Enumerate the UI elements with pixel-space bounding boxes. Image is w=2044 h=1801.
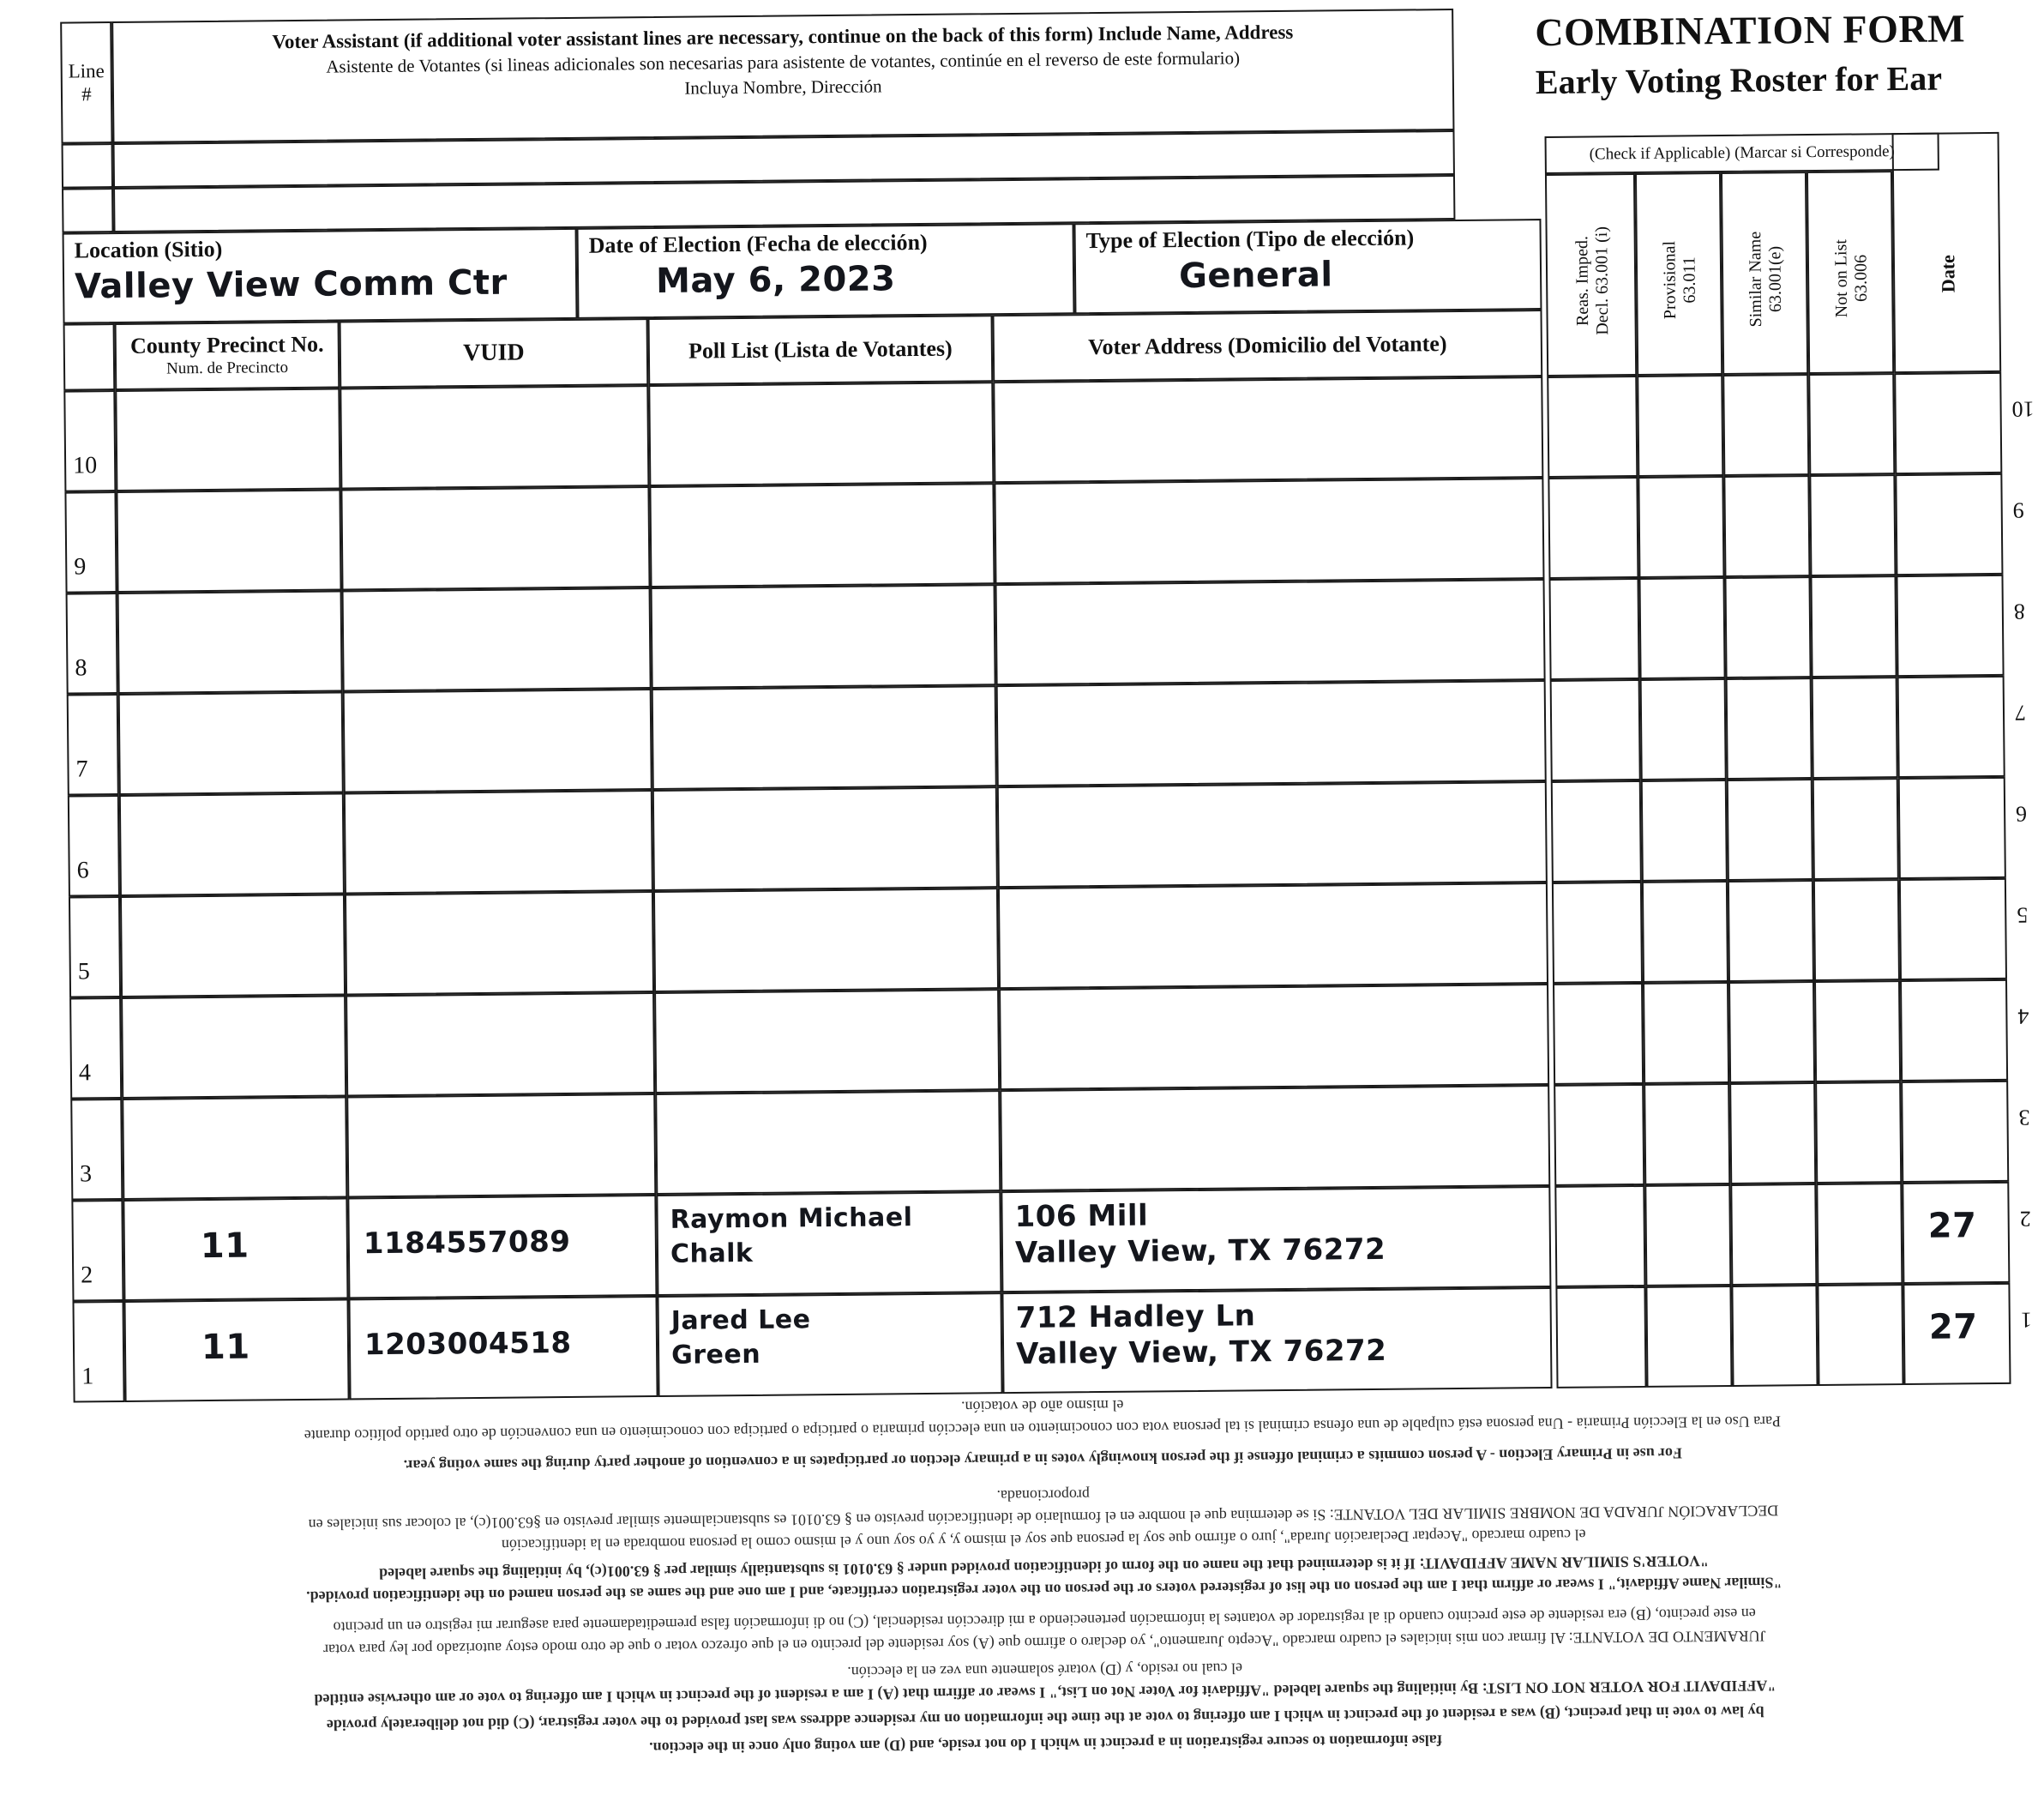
row-line-number: 10 xyxy=(72,452,98,479)
handwritten-entry: Valley View, TX 76272 xyxy=(1015,1333,1387,1371)
location-value: Valley View Comm Ctr xyxy=(74,262,508,307)
type-of-election-value: General xyxy=(1178,255,1333,297)
roster-cell-line xyxy=(71,1200,123,1302)
row-line-number: 1 xyxy=(81,1363,94,1390)
roster-cell-polllist[interactable] xyxy=(651,584,996,689)
row-line-number: 2 xyxy=(81,1262,93,1289)
roster-cell-reas[interactable] xyxy=(1555,1286,1646,1388)
backside-row-line-number: 5 xyxy=(2017,902,2029,928)
roster-cell-vuid[interactable] xyxy=(346,992,655,1096)
roster-cell-reas[interactable] xyxy=(1553,983,1644,1085)
roster-cell-prov[interactable] xyxy=(1644,1083,1730,1185)
roster-cell-address[interactable] xyxy=(998,882,1548,989)
roster-cell-line xyxy=(72,1301,124,1403)
date-of-election-value: May 6, 2023 xyxy=(655,259,896,301)
roster-cell-similar[interactable] xyxy=(1728,880,1814,982)
backside-line-10: JURAMENTO DE VOTANTE: Al firmar con mis iniciales el cuadro marcado "Acepto Juramento", yo declaro o afirmo que (A) soy residente del precinto en el que ofrezco votar o que de otro modo estoy autorizado por ley para votar xyxy=(323,1627,1766,1659)
roster-cell-date[interactable] xyxy=(1897,676,2005,778)
roster-cell-precinct[interactable] xyxy=(117,590,343,694)
voter-assistant-header-es2: Incluya Nombre, Dirección xyxy=(684,75,882,99)
voter-address-header-label: Voter Address (Domicilio del Votante) xyxy=(1088,330,1447,359)
roster-cell-precinct[interactable] xyxy=(122,1096,347,1200)
backside-line-4: proporcionada. xyxy=(996,1486,1091,1505)
roster-cell-line xyxy=(67,694,119,796)
row-line-number: 3 xyxy=(79,1160,93,1188)
poll-list-header xyxy=(648,315,994,385)
roster-cell-notlist[interactable] xyxy=(1817,1284,1903,1386)
handwritten-entry: 11 xyxy=(201,1327,250,1368)
handwritten-entry: Valley View, TX 76272 xyxy=(1014,1232,1386,1270)
date-of-election-label: Date of Election (Fecha de elección) xyxy=(588,229,928,258)
row-line-number: 5 xyxy=(77,958,90,985)
roster-cell-similar[interactable] xyxy=(1727,779,1813,881)
roster-cell-date[interactable] xyxy=(1900,979,2008,1081)
row-line-number: 8 xyxy=(75,654,87,682)
roster-cell-vuid[interactable] xyxy=(340,486,650,590)
provisional-header xyxy=(1635,172,1722,376)
voter-assistant-header-cell xyxy=(111,9,1454,143)
roster-cell-polllist[interactable] xyxy=(653,888,999,992)
backside-line-9: en este precinto, (B) era residente de este precinto cuando di al registrador de votantes la información perteneciendo a mi dirección residencial, (C) no di información falsa premeditadamente para asegurar mi registro en un precinto xyxy=(333,1605,1756,1636)
roster-cell-address[interactable] xyxy=(994,478,1544,584)
vuid-header xyxy=(340,318,649,388)
form-title-line2: Early Voting Roster for Ear xyxy=(1535,58,1943,102)
backside-line-13: by law to vote in that precinct, (B) was a resident of the precinct in which I am offering to vote at the time the information on my residence address was last provided to the voter registrar, (C) did not deliberately provide xyxy=(326,1702,1764,1734)
roster-cell-prov[interactable] xyxy=(1640,678,1727,780)
roster-cell-polllist[interactable] xyxy=(652,685,997,790)
roster-cell-notlist[interactable] xyxy=(1813,879,1900,981)
roster-cell-line xyxy=(69,896,121,998)
row-line-number: 4 xyxy=(78,1059,92,1087)
backside-row-line-number: 9 xyxy=(2012,497,2024,523)
roster-cell-polllist[interactable] xyxy=(652,786,998,891)
reas-imped-header-label: Reas. Imped. Decl. 63.001 (i) xyxy=(1572,226,1613,335)
roster-cell-polllist[interactable] xyxy=(654,989,1000,1093)
handwritten-entry: Chalk xyxy=(670,1238,754,1269)
roster-cell-similar[interactable] xyxy=(1723,475,1810,577)
assistant-line-cell-1[interactable] xyxy=(62,143,113,189)
assistant-line-cell-2[interactable] xyxy=(62,188,113,233)
roster-cell-reas[interactable] xyxy=(1548,578,1639,680)
roster-cell-prov[interactable] xyxy=(1643,982,1729,1084)
check-if-applicable-label: (Check if Applicable) (Marcar si Corresponde) xyxy=(1589,142,1895,164)
roster-cell-backline xyxy=(2009,1181,2044,1283)
roster-cell-notlist[interactable] xyxy=(1815,1081,1902,1184)
roster-cell-backline xyxy=(2010,1282,2044,1384)
row-line-number: 6 xyxy=(76,857,89,884)
roster-cell-backline xyxy=(2005,675,2044,777)
roster-cell-vuid[interactable] xyxy=(344,790,653,894)
location-field[interactable] xyxy=(63,228,578,324)
roster-cell-polllist[interactable] xyxy=(649,483,995,587)
roster-cell-similar[interactable] xyxy=(1722,374,1809,476)
form-title-block xyxy=(1535,3,2044,102)
backside-bleed-text xyxy=(74,1386,2015,1782)
roster-cell-prov[interactable] xyxy=(1638,476,1724,578)
handwritten-entry: Green xyxy=(670,1339,761,1370)
roster-cell-polllist[interactable] xyxy=(655,1090,1001,1195)
backside-line-7: "VOTER'S SIMILAR NAME AFFIDAVIT: If it is determined that the name on the form of identification provided under § 63.0101 is substantially similar per § 63.001(c), by initialing the square labeled xyxy=(379,1552,1710,1583)
roster-cell-line xyxy=(66,593,118,695)
roster-cell-vuid[interactable] xyxy=(342,587,652,691)
roster-cell-notlist[interactable] xyxy=(1814,980,1901,1082)
line-number-header-cell xyxy=(60,21,112,144)
backside-row-line-number: 8 xyxy=(2013,599,2026,624)
provisional-header-label: Provisional 63.011 xyxy=(1660,240,1699,320)
roster-cell-address[interactable] xyxy=(993,376,1543,483)
roster-cell-precinct[interactable] xyxy=(116,489,341,593)
roster-cell-line xyxy=(68,795,120,897)
handwritten-entry: 27 xyxy=(1928,1307,1978,1347)
roster-cell-line xyxy=(69,997,122,1099)
not-on-list-header xyxy=(1807,171,1894,374)
roster-cell-reas[interactable] xyxy=(1550,679,1641,781)
backside-row-line-number: 1 xyxy=(2020,1307,2032,1333)
roster-cell-similar[interactable] xyxy=(1731,1285,1818,1387)
backside-line-5: DECLARACIÓN JURADA DE NOMBRE SIMILAR DEL VOTANTE: Si se determina que el nombre en el formulario de identificación previsto en § 63.0101 es substancialmente similar previsto en §63.001(c), al colocar sus iniciales en xyxy=(308,1502,1779,1534)
roster-cell-reas[interactable] xyxy=(1551,780,1642,882)
roster-cell-backline xyxy=(2005,776,2044,878)
roster-cell-date[interactable] xyxy=(1901,1081,2009,1183)
roster-cell-backline xyxy=(2001,371,2044,473)
backside-row-line-number: 7 xyxy=(2014,700,2027,726)
line-number-header-label: Line # xyxy=(68,59,105,105)
backside-row-line-number: 4 xyxy=(2017,1003,2029,1029)
not-on-list-header-label: Not on List 63.006 xyxy=(1831,239,1871,318)
handwritten-entry: 1184557089 xyxy=(363,1224,571,1262)
handwritten-entry: 712 Hadley Ln xyxy=(1015,1298,1256,1335)
roster-cell-notlist[interactable] xyxy=(1816,1183,1903,1285)
roster-cell-notlist[interactable] xyxy=(1808,373,1895,475)
roster-cell-vuid[interactable] xyxy=(345,891,654,995)
county-precinct-header xyxy=(115,322,340,391)
handwritten-entry: 106 Mill xyxy=(1014,1198,1149,1234)
roster-cell-backline xyxy=(2002,473,2044,575)
type-of-election-field[interactable] xyxy=(1073,219,1542,314)
roster-cell-address[interactable] xyxy=(999,984,1549,1090)
backside-row-line-number: 6 xyxy=(2016,801,2028,827)
county-precinct-header-label: County Precinct No. xyxy=(129,332,324,359)
roster-cell-precinct[interactable] xyxy=(121,995,346,1099)
roster-cell-similar[interactable] xyxy=(1729,1082,1816,1184)
roster-cell-similar[interactable] xyxy=(1728,981,1815,1083)
roster-cell-reas[interactable] xyxy=(1547,376,1638,478)
row-line-number: 9 xyxy=(74,553,87,581)
backside-line-14: false information to secure registration in a precinct in which I do not reside, and (D) am voting only once in the election. xyxy=(649,1732,1442,1757)
roster-cell-vuid[interactable] xyxy=(346,1093,656,1197)
roster-cell-date[interactable] xyxy=(1894,372,2002,474)
backside-line-11: el cual no resido, y (D) votaré solamente una vez en la elección. xyxy=(847,1659,1243,1681)
handwritten-entry: 1203004518 xyxy=(364,1325,572,1363)
roster-cell-precinct[interactable] xyxy=(119,792,345,896)
backside-line-3: For use in Primary Election - A person commits a criminal offense if the person knowingly votes in a primary election or participates in a convention of another party during the same voting year. xyxy=(403,1444,1683,1474)
roster-cell-prov[interactable] xyxy=(1641,780,1728,882)
roster-cell-reas[interactable] xyxy=(1554,1185,1645,1287)
roster-cell-reas[interactable] xyxy=(1548,477,1638,579)
roster-cell-similar[interactable] xyxy=(1724,576,1811,678)
roster-cell-line xyxy=(64,491,117,593)
check-if-applicable-header xyxy=(1545,133,1939,174)
backside-row-line-number: 2 xyxy=(2019,1206,2031,1232)
voter-assistant-header-es1: Asistente de Votantes (si lineas adicionales son necesarias para asistente de votantes, continúe en el reverso de este formulario) xyxy=(326,47,1241,77)
roster-cell-date[interactable] xyxy=(1895,473,2003,575)
roster-cell-line xyxy=(70,1099,123,1201)
roster-cell-date[interactable] xyxy=(1896,575,2004,677)
date-column-header-label: Date xyxy=(1937,255,1959,293)
county-precinct-header-sub: Num. de Precincto xyxy=(165,358,289,378)
type-of-election-label: Type of Election (Tipo de elección) xyxy=(1085,225,1415,254)
roster-cell-notlist[interactable] xyxy=(1812,677,1898,779)
roster-cell-polllist[interactable] xyxy=(648,382,994,486)
date-of-election-field[interactable] xyxy=(577,223,1075,319)
backside-line-12: "AFFIDAVIT FOR VOTER NOT ON LIST: By initialing the square labeled "Affidavit for Voter Not on List," I swear or affirm that (A) I am a resident of the precinct in which I am offering to vote or am otherwise entitled xyxy=(314,1677,1776,1708)
roster-cell-backline xyxy=(2008,1080,2044,1182)
roster-cell-prov[interactable] xyxy=(1642,881,1728,983)
handwritten-entry: 27 xyxy=(1927,1206,1977,1246)
roster-cell-reas[interactable] xyxy=(1554,1084,1644,1186)
roster-cell-prov[interactable] xyxy=(1645,1286,1732,1388)
roster-cell-precinct[interactable] xyxy=(115,389,340,492)
backside-row-line-number: 10 xyxy=(2011,396,2035,422)
backside-line-2: Para Uso en la Elección Primaria - Una persona está culpable de una ofensa criminal si tal persona vota con conocimiento en una elección primaria o participa o participa con conocimiento en una convención de otro partido político durante xyxy=(304,1412,1782,1445)
roster-cell-prov[interactable] xyxy=(1644,1184,1731,1286)
roster-cell-backline xyxy=(2007,979,2044,1081)
voter-assistant-header-en: Voter Assistant (if additional voter assistant lines are necessary, continue on the back of this form) Include Name, Address xyxy=(272,21,1294,53)
similar-name-header xyxy=(1721,172,1808,375)
roster-cell-prov[interactable] xyxy=(1638,577,1725,679)
roster-cell-notlist[interactable] xyxy=(1810,575,1897,678)
row-line-number: 7 xyxy=(75,756,88,783)
similar-name-header-label: Similar Name 63.001(e) xyxy=(1746,231,1786,328)
roster-cell-notlist[interactable] xyxy=(1813,778,1899,880)
reas-imped-header xyxy=(1545,173,1637,376)
backside-line-6: el cuadro marcado "Aceptar Declaración Jurada", juro o afirmo que soy la persona que soy el mismo y, y yo soy uno y el mismo como la persona nombrada en la identificación xyxy=(501,1526,1586,1554)
roster-cell-notlist[interactable] xyxy=(1809,474,1896,576)
roster-cell-similar[interactable] xyxy=(1726,678,1813,780)
form-title-line1: COMBINATION FORM xyxy=(1535,6,1966,55)
location-label: Location (Sitio) xyxy=(74,236,223,263)
voter-address-header xyxy=(992,310,1542,382)
roster-cell-backline xyxy=(2003,574,2044,676)
roster-cell-address[interactable] xyxy=(997,781,1548,888)
backside-line-8: "Similar Name Affidavit," I swear or affirm that I am the person on the list of registered voters or the person on the voter registration certificate, and I am one and the same as the person named on the identification provided. xyxy=(306,1574,1782,1606)
handwritten-entry: Raymon Michael xyxy=(670,1202,913,1235)
poll-list-header-label: Poll List (Lista de Votantes) xyxy=(688,335,953,364)
roster-cell-vuid[interactable] xyxy=(340,385,649,489)
form-sheet xyxy=(26,0,2044,1791)
roster-cell-address[interactable] xyxy=(1000,1085,1550,1191)
roster-cell-date[interactable] xyxy=(1899,878,2007,980)
roster-cell-address[interactable] xyxy=(995,579,1546,685)
roster-cell-similar[interactable] xyxy=(1730,1184,1817,1286)
line-column-header xyxy=(63,323,116,391)
handwritten-entry: Jared Lee xyxy=(670,1304,811,1336)
roster-cell-date[interactable] xyxy=(1898,777,2006,879)
date-column-header xyxy=(1892,132,2002,373)
roster-cell-precinct[interactable] xyxy=(120,894,346,997)
roster-cell-backline xyxy=(2006,877,2044,979)
backside-row-line-number: 3 xyxy=(2018,1105,2030,1130)
backside-line-1: el mismo año de votación. xyxy=(960,1396,1124,1416)
roster-cell-precinct[interactable] xyxy=(118,691,344,795)
roster-cell-reas[interactable] xyxy=(1552,882,1643,984)
roster-cell-vuid[interactable] xyxy=(343,689,652,792)
roster-cell-prov[interactable] xyxy=(1637,375,1723,477)
roster-cell-address[interactable] xyxy=(996,680,1547,786)
handwritten-entry: 11 xyxy=(200,1226,249,1267)
vuid-header-label: VUID xyxy=(462,339,525,367)
